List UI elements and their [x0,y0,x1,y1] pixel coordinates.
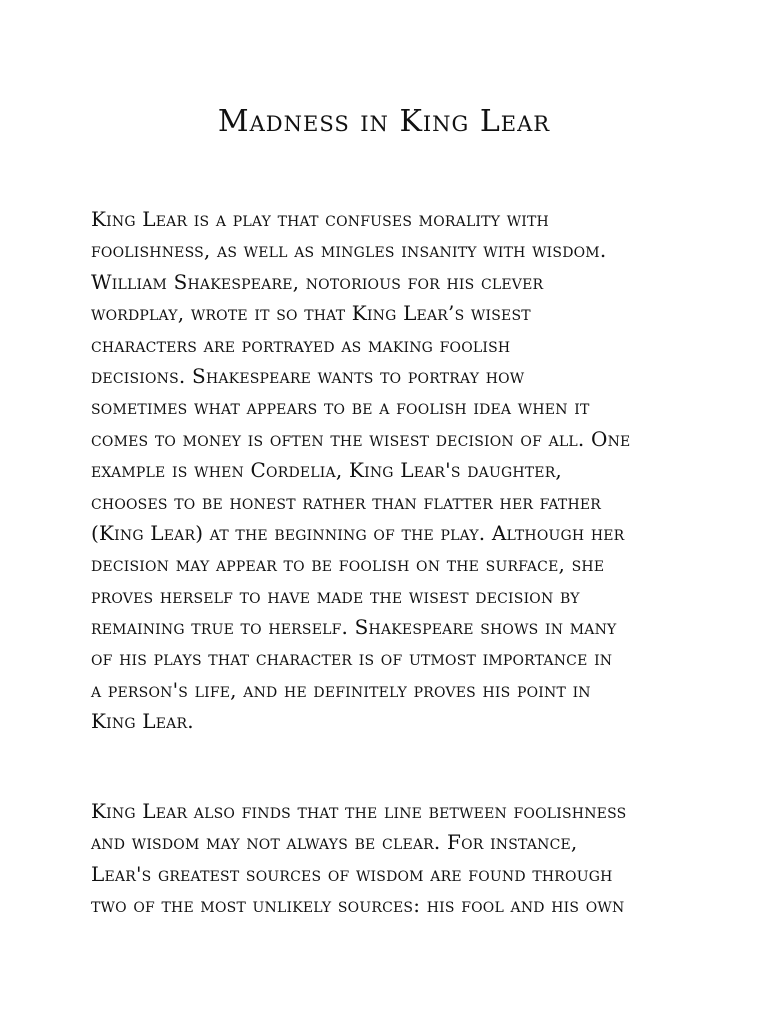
paragraph-line: proves herself to have made the wisest decision by [91,583,580,608]
paragraph-line: wordplay, wrote it so that King Lear’s wisest [91,301,531,326]
paragraph-line: a person's life, and he definitely proves his point in [91,677,591,702]
paragraph-line: remaining true to herself. Shakespeare shows in many [91,615,617,640]
paragraph-line: King Lear also finds that the line between foolishness [91,799,627,823]
paragraph-line: William Shakespeare, notorious for his clever [91,269,544,294]
paragraph-line: example is when Cordelia, King Lear's daughter, [91,458,562,483]
paragraph-line: two of the most unlikely sources: his fool and his own [91,893,625,918]
paragraph-line: decision may appear to be foolish on the surface, she [91,552,605,577]
paragraph-line: (King Lear) at the beginning of the play. Although her [91,520,625,545]
paragraph-line: foolishness, as well as mingles insanity with wisdom. [91,238,607,263]
paragraph-line: chooses to be honest rather than flatter her father [91,489,602,514]
paragraph-line: of his plays that character is of utmost importance in [91,646,613,671]
document-title: Madness in King Lear [217,104,551,139]
paragraph-line: King Lear. [91,709,194,734]
paragraph-line: sometimes what appears to be a foolish idea when it [91,395,590,420]
paragraph-line: comes to money is often the wisest decision of all. One [91,426,631,451]
paragraph-line: and wisdom may not always be clear. For instance, [91,830,578,855]
paragraph-line: King Lear is a play that confuses morality with [91,207,549,231]
paragraph-line: decisions. Shakespeare wants to portray how [91,363,525,388]
paragraph-2 [91,796,691,922]
paragraph-1 [91,204,691,738]
paragraph-line: Lear's greatest sources of wisdom are found through [91,861,613,886]
paragraph-line: characters are portrayed as making foolish [91,332,511,357]
